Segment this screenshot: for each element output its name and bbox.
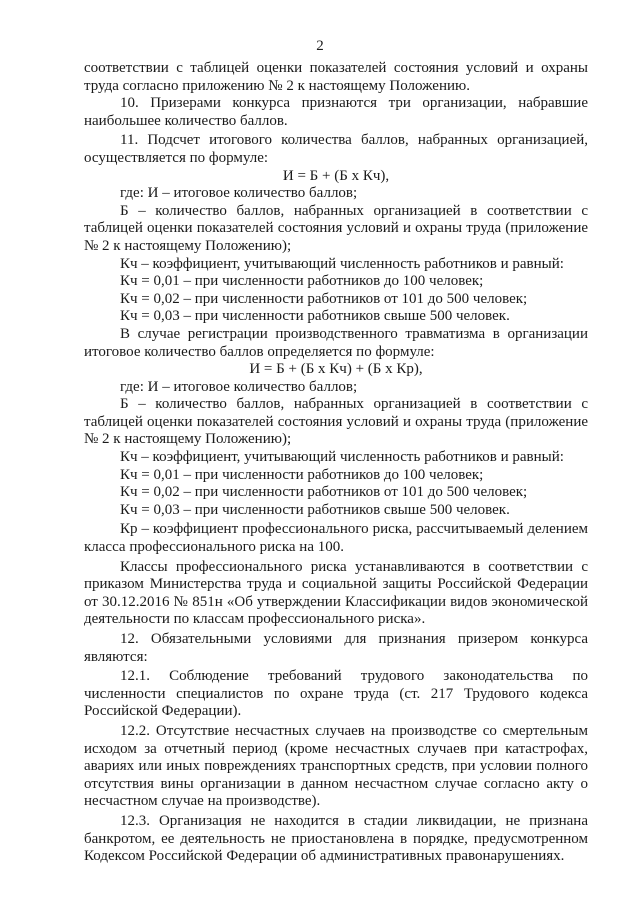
paragraph-12: 12. Обязательными условиями для признания призером конкурса являются: xyxy=(84,631,588,665)
paragraph-12-1: 12.1. Соблюдение требований трудового законодательства по численности специалистов по охране труда (ст. 217 Трудового кодекса Российской Федерации). xyxy=(84,668,588,720)
paragraph-12-2: 12.2. Отсутствие несчастных случаев на производстве со смертельным исходом за отчетный период (кроме несчастных случаев при катастрофах, авариях или иных повреждениях транспортных средств, при условии полного отсутствия вины организации в данном несчастном случае согласно акту о несчастном случае на производстве). xyxy=(84,722,588,810)
kch-value-1: Кч = 0,01 – при численности работников до 100 человек; xyxy=(120,273,484,290)
formula-1-legend-b: Б – количество баллов, набранных организацией в соответствии с таблицей оценки показателей состояния условий и охраны труда (приложение № 2 к настоящему Положению); xyxy=(84,202,588,254)
formula-1-legend-i: где: И – итоговое количество баллов; xyxy=(120,185,358,202)
kch-value-1b: Кч = 0,01 – при численности работников до 100 человек; xyxy=(120,466,484,483)
kch-value-2b: Кч = 0,02 – при численности работников от 101 до 500 человек; xyxy=(120,484,528,501)
paragraph-continuation: соответствии с таблицей оценки показателей состояния условий и охраны труда согласно приложению № 2 к настоящему Положению. xyxy=(84,60,588,94)
kch-value-2: Кч = 0,02 – при численности работников от 101 до 500 человек; xyxy=(120,290,528,307)
formula-2-legend-b: Б – количество баллов, набранных организацией в соответствии с таблицей оценки показателей состояния условий и охраны труда (приложение № 2 к настоящему Положению); xyxy=(84,396,588,448)
paragraph-risk-classes: Классы профессионального риска устанавливаются в соответствии с приказом Министерства труда и социальной защиты Российской Федерации от 30.12.2016 № 851н «Об утверждении Классификации видов экономической деятельности по классам профессионального риска». xyxy=(84,558,588,628)
paragraph-11: 11. Подсчет итогового количества баллов, набранных организацией, осуществляется по формуле: xyxy=(84,132,588,166)
formula-2-legend-kch: Кч – коэффициент, учитывающий численность работников и равный: xyxy=(120,449,564,466)
paragraph-12-3: 12.3. Организация не находится в стадии ликвидации, не признана банкротом, ее деятельность не приостановлена в порядке, предусмотренном Кодексом Российской Федерации об административных правонарушениях. xyxy=(84,812,588,865)
paragraph-injury: В случае регистрации производственного травматизма в организации итоговое количество баллов определяется по формуле: xyxy=(84,325,588,360)
formula-2-legend-i: где: И – итоговое количество баллов; xyxy=(120,378,358,395)
page-number: 2 xyxy=(316,38,324,54)
formula-2: И = Б + (Б х Кч) + (Б х Кр), xyxy=(249,361,423,378)
document-body xyxy=(84,60,588,866)
formula-1-legend-kch: Кч – коэффициент, учитывающий численность работников и равный: xyxy=(120,255,564,272)
paragraph-10: 10. Призерами конкурса признаются три организации, набравшие наибольшее количество баллов. xyxy=(84,95,588,129)
formula-2-legend-kr: Кр – коэффициент профессионального риска, рассчитываемый делением класса профессионального риска на 100. xyxy=(84,521,588,556)
kch-value-3: Кч = 0,03 – при численности работников свыше 500 человек. xyxy=(120,308,510,325)
kch-value-3b: Кч = 0,03 – при численности работников свыше 500 человек. xyxy=(120,501,510,518)
formula-1: И = Б + (Б х Кч), xyxy=(282,167,390,184)
